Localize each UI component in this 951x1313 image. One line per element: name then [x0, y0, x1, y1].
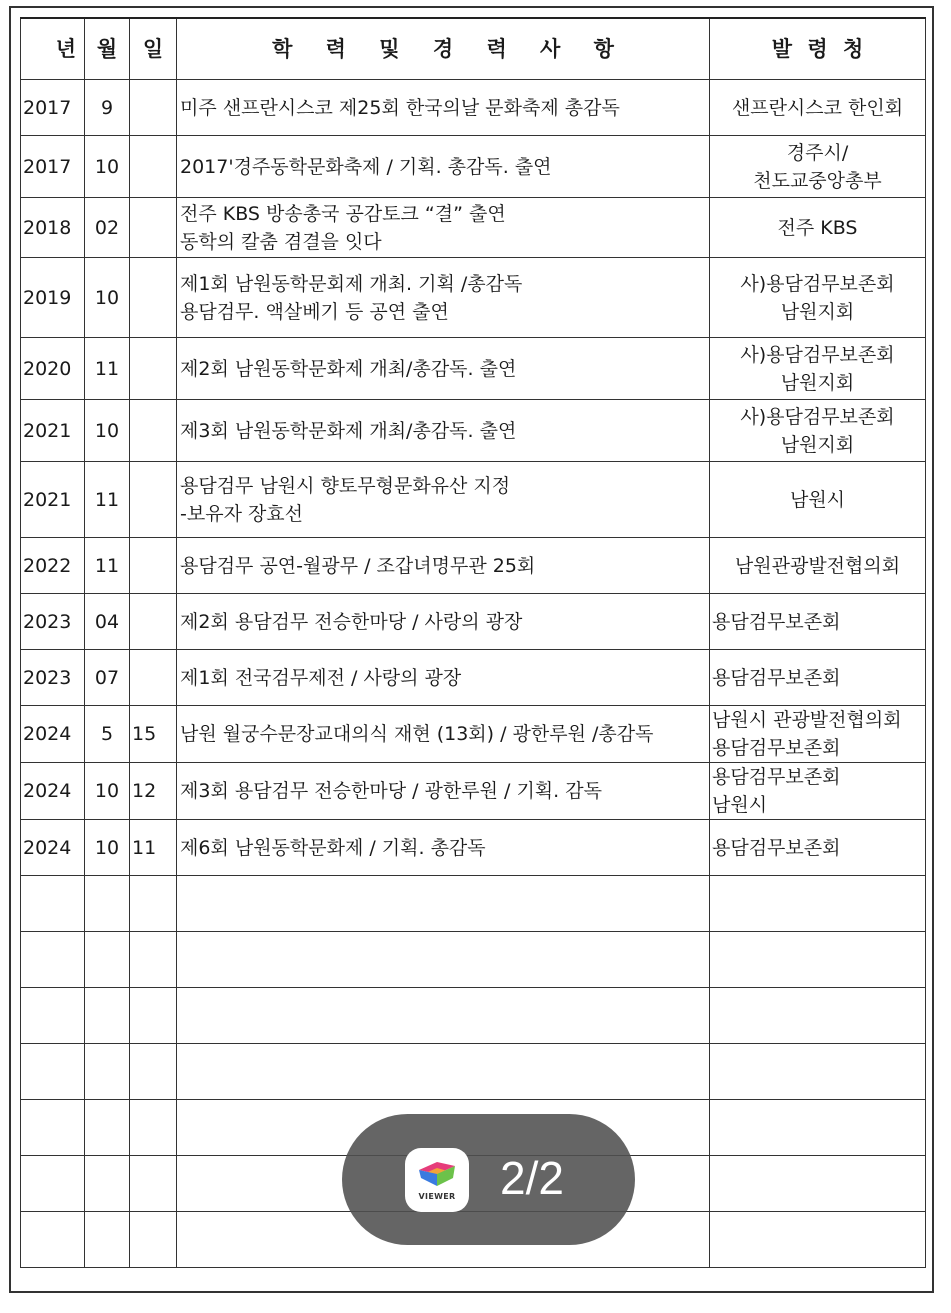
- issuer-line: 용담검무보존회: [712, 836, 841, 859]
- cell-issuer: [710, 820, 926, 876]
- cell-description: [177, 706, 710, 763]
- cell-issuer: [710, 136, 926, 198]
- cell-month: 10: [85, 820, 130, 876]
- issuer-line: 남원지회: [780, 433, 855, 456]
- cell-month: 10: [85, 258, 130, 338]
- cell-description: [177, 462, 710, 538]
- issuer-line: 남원관광발전협의회: [734, 554, 901, 577]
- empty-cell: [710, 1156, 926, 1212]
- cell-day: [130, 538, 177, 594]
- empty-cell: [85, 932, 130, 988]
- description-line: 용담검무 남원시 향토무형문화유산 지정: [180, 474, 511, 497]
- issuer-line: 천도교중앙총부: [753, 169, 882, 192]
- cell-description: [177, 763, 710, 820]
- header-issuer: 발 령 청: [710, 18, 926, 80]
- description-line: 남원 월궁수문장교대의식 재현 (13회) / 광한루원 /총감독: [180, 723, 654, 745]
- empty-cell: [710, 1044, 926, 1100]
- cell-description: [177, 594, 710, 650]
- empty-cell: [710, 988, 926, 1044]
- description-line: 2017'경주동학문화축제 / 기획. 총감독. 출연: [180, 155, 552, 178]
- cell-year: 2023: [21, 650, 85, 706]
- table-row: [21, 706, 926, 763]
- table-row: [21, 820, 926, 876]
- issuer-line: 남원지회: [780, 371, 855, 394]
- empty-cell: [21, 1156, 85, 1212]
- cell-month: 10: [85, 763, 130, 820]
- empty-cell: [177, 876, 710, 932]
- cell-day: [130, 198, 177, 258]
- career-table: [20, 17, 926, 1268]
- cell-month: 11: [85, 538, 130, 594]
- description-line: 제2회 용담검무 전승한마당 / 사랑의 광장: [180, 610, 523, 633]
- cell-description: [177, 338, 710, 400]
- issuer-line: 용담검무보존회: [712, 666, 841, 689]
- cell-year: 2017: [21, 136, 85, 198]
- cell-day: [130, 338, 177, 400]
- cell-day: [130, 400, 177, 462]
- issuer-line: 남원시: [789, 488, 846, 511]
- cell-day: [130, 650, 177, 706]
- table-body: [21, 80, 926, 1268]
- issuer-line: 전주 KBS: [777, 216, 858, 239]
- cell-month: 11: [85, 338, 130, 400]
- viewer-logo-icon: [415, 1156, 459, 1190]
- cell-issuer: [710, 400, 926, 462]
- cell-month: 07: [85, 650, 130, 706]
- header-month: 월: [85, 18, 130, 80]
- empty-cell: [130, 988, 177, 1044]
- cell-year: 2019: [21, 258, 85, 338]
- empty-cell: [21, 1212, 85, 1268]
- cell-description: [177, 538, 710, 594]
- cell-issuer: [710, 258, 926, 338]
- empty-table-row: [21, 932, 926, 988]
- cell-year: 2017: [21, 80, 85, 136]
- description-line: 용담검무. 액살베기 등 공연 출연: [180, 300, 449, 323]
- cell-issuer: [710, 462, 926, 538]
- cell-issuer: [710, 198, 926, 258]
- description-line: 미주 샌프란시스코 제25회 한국의날 문화축제 총감독: [180, 96, 620, 119]
- cell-day: 15: [130, 706, 177, 763]
- issuer-line: 경주시/: [786, 141, 849, 164]
- empty-cell: [177, 1044, 710, 1100]
- cell-day: [130, 258, 177, 338]
- empty-cell: [85, 1212, 130, 1268]
- empty-cell: [85, 988, 130, 1044]
- description-line: 용담검무 공연-월광무 / 조갑녀명무관 25회: [180, 554, 536, 577]
- empty-cell: [130, 1212, 177, 1268]
- cell-year: 2021: [21, 400, 85, 462]
- cell-month: 5: [85, 706, 130, 763]
- issuer-line: 샌프란시스코 한인회: [731, 96, 904, 119]
- cell-issuer: [710, 338, 926, 400]
- empty-cell: [130, 1156, 177, 1212]
- issuer-line: 남원지회: [780, 300, 855, 323]
- table-row: [21, 80, 926, 136]
- header-day: 일: [130, 18, 177, 80]
- table-row: [21, 650, 926, 706]
- viewer-app-icon[interactable]: [405, 1148, 469, 1212]
- cell-issuer: [710, 80, 926, 136]
- table-row: [21, 338, 926, 400]
- cell-month: 10: [85, 136, 130, 198]
- empty-cell: [710, 1100, 926, 1156]
- empty-cell: [21, 876, 85, 932]
- empty-table-row: [21, 876, 926, 932]
- empty-cell: [85, 1100, 130, 1156]
- issuer-line: 용담검무보존회: [712, 766, 841, 788]
- cell-issuer: [710, 650, 926, 706]
- cell-day: [130, 462, 177, 538]
- description-line: 제3회 용담검무 전승한마당 / 광한루원 / 기획. 감독: [180, 780, 602, 802]
- cell-month: 10: [85, 400, 130, 462]
- page-indicator-overlay[interactable]: [342, 1114, 635, 1245]
- empty-cell: [85, 1044, 130, 1100]
- cell-day: 12: [130, 763, 177, 820]
- table-row: [21, 763, 926, 820]
- cell-year: 2023: [21, 594, 85, 650]
- table-row: [21, 462, 926, 538]
- cell-month: 11: [85, 462, 130, 538]
- cell-description: [177, 136, 710, 198]
- empty-table-row: [21, 988, 926, 1044]
- empty-cell: [21, 988, 85, 1044]
- issuer-line: 사)용담검무보존회: [740, 405, 895, 428]
- empty-cell: [21, 1044, 85, 1100]
- issuer-line: 용담검무보존회: [712, 610, 841, 633]
- issuer-line: 남원시 관광발전협의회: [712, 709, 902, 731]
- table-header-row: [21, 18, 926, 80]
- empty-cell: [130, 876, 177, 932]
- cell-day: 11: [130, 820, 177, 876]
- cell-year: 2018: [21, 198, 85, 258]
- table-row: [21, 198, 926, 258]
- viewer-logo-text: VIEWER: [418, 1192, 456, 1201]
- issuer-line: 용담검무보존회: [712, 737, 841, 759]
- table-row: [21, 400, 926, 462]
- table-row: [21, 258, 926, 338]
- cell-description: [177, 258, 710, 338]
- cell-month: 9: [85, 80, 130, 136]
- issuer-line: 남원시: [712, 794, 768, 816]
- cell-day: [130, 136, 177, 198]
- cell-description: [177, 400, 710, 462]
- cell-day: [130, 594, 177, 650]
- description-line: 전주 KBS 방송총국 공감토크 “결” 출연: [180, 202, 506, 225]
- empty-cell: [177, 988, 710, 1044]
- empty-cell: [21, 932, 85, 988]
- empty-cell: [130, 932, 177, 988]
- description-line: -보유자 장효선: [180, 502, 304, 525]
- empty-cell: [85, 1156, 130, 1212]
- cell-year: 2020: [21, 338, 85, 400]
- empty-cell: [85, 876, 130, 932]
- cell-year: 2022: [21, 538, 85, 594]
- issuer-line: 사)용담검무보존회: [740, 343, 895, 366]
- cell-issuer: [710, 763, 926, 820]
- cell-year: 2021: [21, 462, 85, 538]
- empty-cell: [21, 1100, 85, 1156]
- page-number: 2/2: [500, 1152, 564, 1204]
- cell-description: [177, 80, 710, 136]
- cell-year: 2024: [21, 706, 85, 763]
- empty-cell: [710, 932, 926, 988]
- cell-month: 04: [85, 594, 130, 650]
- table-row: [21, 594, 926, 650]
- empty-cell: [710, 1212, 926, 1268]
- cell-day: [130, 80, 177, 136]
- header-description: 학 력 및 경 력 사 항: [177, 18, 710, 80]
- table-row: [21, 538, 926, 594]
- cell-year: 2024: [21, 763, 85, 820]
- description-line: 제1회 전국검무제전 / 사랑의 광장: [180, 666, 462, 689]
- issuer-line: 사)용담검무보존회: [740, 272, 895, 295]
- cell-year: 2024: [21, 820, 85, 876]
- description-line: 동학의 칼춤 겸결을 잇다: [180, 230, 382, 253]
- empty-table-row: [21, 1044, 926, 1100]
- cell-description: [177, 820, 710, 876]
- empty-cell: [130, 1044, 177, 1100]
- description-line: 제3회 남원동학문화제 개최/총감독. 출연: [180, 419, 517, 442]
- empty-cell: [177, 932, 710, 988]
- table-row: [21, 136, 926, 198]
- cell-description: [177, 198, 710, 258]
- header-year: 년: [21, 18, 85, 80]
- description-line: 제1회 남원동학문회제 개최. 기획 /총감독: [180, 272, 523, 295]
- description-line: 제6회 남원동학문화제 / 기획. 총감독: [180, 836, 486, 859]
- cell-month: 02: [85, 198, 130, 258]
- cell-description: [177, 650, 710, 706]
- empty-cell: [710, 876, 926, 932]
- cell-issuer: [710, 538, 926, 594]
- description-line: 제2회 남원동학문화제 개최/총감독. 출연: [180, 357, 517, 380]
- empty-cell: [130, 1100, 177, 1156]
- cell-issuer: [710, 594, 926, 650]
- cell-issuer: [710, 706, 926, 763]
